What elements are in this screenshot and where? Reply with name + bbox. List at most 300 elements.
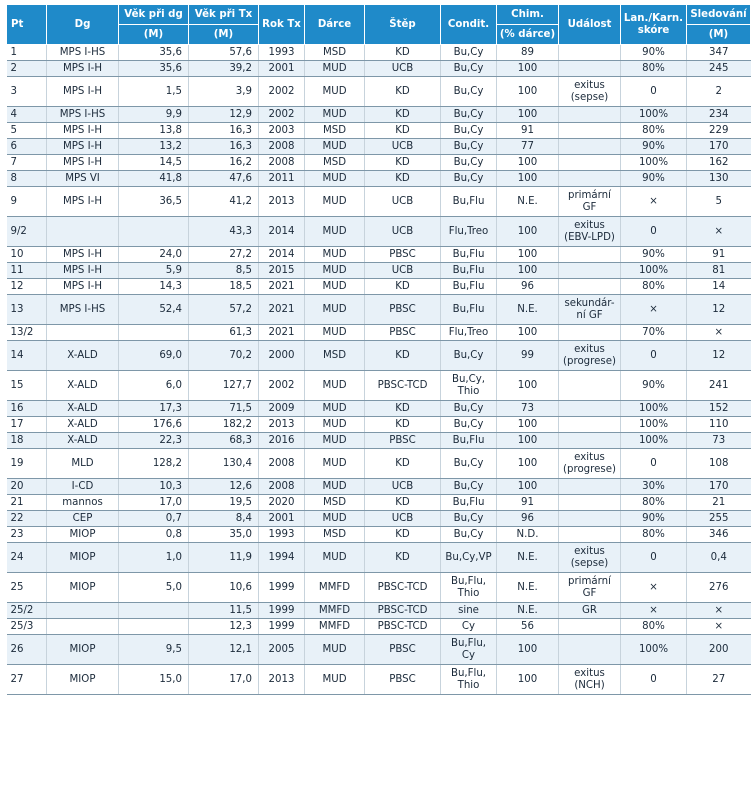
cell-score: 80%	[621, 61, 687, 77]
cell-dg: MPS I-H	[47, 139, 119, 155]
cell-graft: UCB	[365, 511, 441, 527]
cell-year: 2021	[259, 295, 305, 325]
cell-follow: 346	[687, 527, 751, 543]
cell-score: 100%	[621, 155, 687, 171]
cell-pt: 20	[7, 479, 47, 495]
cell-age-tx: 16,2	[189, 155, 259, 171]
cell-cond: Bu,Cy	[441, 61, 497, 77]
cell-year: 2008	[259, 449, 305, 479]
cell-dg: MPS I-H	[47, 155, 119, 171]
cell-chim: 100	[497, 61, 559, 77]
cell-cond: Flu,Treo	[441, 325, 497, 341]
cell-cond: Bu,Flu, Cy	[441, 635, 497, 665]
cell-score: 0	[621, 77, 687, 107]
cell-donor: MUD	[305, 417, 365, 433]
table-row	[7, 479, 751, 495]
cell-chim: 73	[497, 401, 559, 417]
cell-follow: ×	[687, 325, 751, 341]
cell-age-dg: 35,6	[119, 45, 189, 61]
cell-chim: N.E.	[497, 603, 559, 619]
cell-cond: Bu,Cy, Thio	[441, 371, 497, 401]
cell-year: 2005	[259, 635, 305, 665]
cell-chim: 100	[497, 171, 559, 187]
cell-age-tx: 11,9	[189, 543, 259, 573]
cell-graft: KD	[365, 279, 441, 295]
cell-age-dg: 35,6	[119, 61, 189, 77]
cell-follow: ×	[687, 217, 751, 247]
table-row	[7, 449, 751, 479]
cell-donor: MUD	[305, 479, 365, 495]
cell-dg: X-ALD	[47, 341, 119, 371]
cell-score: 100%	[621, 107, 687, 123]
table-header	[7, 5, 751, 45]
cell-age-tx: 35,0	[189, 527, 259, 543]
cell-cond: Bu,Cy	[441, 449, 497, 479]
cell-dg: MPS I-H	[47, 61, 119, 77]
cell-graft: PBSC	[365, 635, 441, 665]
cell-age-tx: 43,3	[189, 217, 259, 247]
cell-age-tx: 19,5	[189, 495, 259, 511]
cell-year: 1999	[259, 573, 305, 603]
cell-donor: MUD	[305, 263, 365, 279]
cell-score: 80%	[621, 619, 687, 635]
cell-age-dg: 1,0	[119, 543, 189, 573]
cell-age-tx: 12,6	[189, 479, 259, 495]
table-row	[7, 401, 751, 417]
cell-score: 90%	[621, 511, 687, 527]
cell-age-tx: 71,5	[189, 401, 259, 417]
cell-age-dg: 36,5	[119, 187, 189, 217]
cell-age-tx: 61,3	[189, 325, 259, 341]
header-age-dg: Věk při dg	[119, 5, 189, 25]
cell-donor: MUD	[305, 61, 365, 77]
cell-age-dg: 1,5	[119, 77, 189, 107]
cell-dg: mannos	[47, 495, 119, 511]
table-row	[7, 619, 751, 635]
cell-dg	[47, 325, 119, 341]
cell-year: 2009	[259, 401, 305, 417]
cell-follow: 152	[687, 401, 751, 417]
cell-dg: MPS I-HS	[47, 45, 119, 61]
cell-event: GR	[559, 603, 621, 619]
cell-graft: PBSC	[365, 325, 441, 341]
cell-pt: 17	[7, 417, 47, 433]
cell-age-tx: 8,4	[189, 511, 259, 527]
cell-follow: 255	[687, 511, 751, 527]
header-donor: Dárce	[305, 5, 365, 45]
cell-year: 2021	[259, 279, 305, 295]
cell-event: exitus (progrese)	[559, 449, 621, 479]
cell-graft: PBSC	[365, 247, 441, 263]
table-row	[7, 263, 751, 279]
cell-score: 90%	[621, 247, 687, 263]
cell-age-tx: 39,2	[189, 61, 259, 77]
cell-chim: 100	[497, 107, 559, 123]
cell-event: primární GF	[559, 187, 621, 217]
cell-age-dg: 17,0	[119, 495, 189, 511]
cell-age-dg: 14,5	[119, 155, 189, 171]
cell-pt: 11	[7, 263, 47, 279]
cell-dg: MIOP	[47, 665, 119, 695]
cell-score: 90%	[621, 45, 687, 61]
cell-age-dg: 5,0	[119, 573, 189, 603]
cell-cond: Bu,Cy	[441, 77, 497, 107]
cell-chim: 96	[497, 279, 559, 295]
cell-donor: MMFD	[305, 619, 365, 635]
cell-pt: 9	[7, 187, 47, 217]
cell-graft: KD	[365, 401, 441, 417]
cell-follow: 12	[687, 341, 751, 371]
cell-donor: MSD	[305, 155, 365, 171]
cell-pt: 25	[7, 573, 47, 603]
table-row	[7, 45, 751, 61]
table-row	[7, 187, 751, 217]
cell-age-tx: 47,6	[189, 171, 259, 187]
cell-age-dg: 24,0	[119, 247, 189, 263]
cell-age-dg	[119, 217, 189, 247]
cell-score: 100%	[621, 433, 687, 449]
cell-chim: N.D.	[497, 527, 559, 543]
cell-cond: Bu,Cy	[441, 527, 497, 543]
header-follow-up-unit: (M)	[687, 25, 751, 45]
cell-dg	[47, 603, 119, 619]
cell-score: 70%	[621, 325, 687, 341]
cell-pt: 4	[7, 107, 47, 123]
cell-score: 100%	[621, 263, 687, 279]
cell-age-dg	[119, 619, 189, 635]
header-chimerism: Chim.	[497, 5, 559, 25]
cell-cond: Bu,Flu	[441, 247, 497, 263]
table-row	[7, 511, 751, 527]
cell-chim: 100	[497, 217, 559, 247]
cell-follow: 347	[687, 45, 751, 61]
cell-graft: PBSC-TCD	[365, 619, 441, 635]
cell-pt: 13/2	[7, 325, 47, 341]
cell-cond: Bu,Flu, Thio	[441, 665, 497, 695]
cell-year: 1999	[259, 603, 305, 619]
cell-donor: MSD	[305, 123, 365, 139]
cell-year: 2014	[259, 247, 305, 263]
cell-dg: MIOP	[47, 543, 119, 573]
cell-event	[559, 45, 621, 61]
cell-donor: MSD	[305, 495, 365, 511]
cell-donor: MUD	[305, 635, 365, 665]
cell-follow: 12	[687, 295, 751, 325]
cell-pt: 18	[7, 433, 47, 449]
cell-event	[559, 279, 621, 295]
cell-graft: KD	[365, 543, 441, 573]
cell-dg: MIOP	[47, 527, 119, 543]
cell-event	[559, 325, 621, 341]
cell-year: 2001	[259, 61, 305, 77]
cell-cond: Bu,Cy	[441, 107, 497, 123]
cell-dg: MIOP	[47, 635, 119, 665]
cell-graft: KD	[365, 171, 441, 187]
cell-cond: Bu,Flu, Thio	[441, 573, 497, 603]
cell-age-dg: 13,2	[119, 139, 189, 155]
cell-chim: 91	[497, 495, 559, 511]
cell-graft: PBSC-TCD	[365, 573, 441, 603]
cell-score: 90%	[621, 139, 687, 155]
cell-pt: 9/2	[7, 217, 47, 247]
cell-event	[559, 61, 621, 77]
cell-event: exitus (EBV-LPD)	[559, 217, 621, 247]
cell-pt: 5	[7, 123, 47, 139]
cell-graft: KD	[365, 107, 441, 123]
cell-pt: 3	[7, 77, 47, 107]
cell-pt: 8	[7, 171, 47, 187]
cell-event	[559, 417, 621, 433]
cell-graft: UCB	[365, 187, 441, 217]
cell-graft: KD	[365, 77, 441, 107]
cell-year: 1993	[259, 527, 305, 543]
cell-year: 2014	[259, 217, 305, 247]
cell-year: 2021	[259, 325, 305, 341]
cell-graft: KD	[365, 155, 441, 171]
cell-chim: 100	[497, 665, 559, 695]
cell-event	[559, 635, 621, 665]
cell-year: 2000	[259, 341, 305, 371]
cell-graft: PBSC-TCD	[365, 371, 441, 401]
cell-pt: 24	[7, 543, 47, 573]
cell-year: 2008	[259, 155, 305, 171]
table-row	[7, 573, 751, 603]
cell-age-tx: 12,1	[189, 635, 259, 665]
cell-event: exitus (sepse)	[559, 77, 621, 107]
table-row	[7, 217, 751, 247]
cell-age-tx: 11,5	[189, 603, 259, 619]
cell-follow: ×	[687, 619, 751, 635]
cell-age-tx: 70,2	[189, 341, 259, 371]
cell-follow: 229	[687, 123, 751, 139]
cell-chim: 56	[497, 619, 559, 635]
cell-year: 2015	[259, 263, 305, 279]
cell-pt: 14	[7, 341, 47, 371]
cell-event	[559, 155, 621, 171]
cell-follow: 162	[687, 155, 751, 171]
cell-pt: 21	[7, 495, 47, 511]
table-row	[7, 61, 751, 77]
cell-cond: Bu,Cy	[441, 401, 497, 417]
cell-pt: 13	[7, 295, 47, 325]
cell-follow: 0,4	[687, 543, 751, 573]
cell-graft: PBSC	[365, 433, 441, 449]
cell-event	[559, 247, 621, 263]
cell-age-tx: 16,3	[189, 139, 259, 155]
cell-dg: I-CD	[47, 479, 119, 495]
cell-follow: 200	[687, 635, 751, 665]
cell-event	[559, 371, 621, 401]
cell-follow: ×	[687, 603, 751, 619]
cell-event	[559, 495, 621, 511]
cell-cond: Bu,Cy	[441, 171, 497, 187]
cell-event: primární GF	[559, 573, 621, 603]
cell-year: 2002	[259, 77, 305, 107]
cell-follow: 245	[687, 61, 751, 77]
cell-age-dg: 9,9	[119, 107, 189, 123]
cell-age-dg: 128,2	[119, 449, 189, 479]
cell-year: 2003	[259, 123, 305, 139]
cell-score: 0	[621, 217, 687, 247]
cell-follow: 234	[687, 107, 751, 123]
cell-follow: 27	[687, 665, 751, 695]
cell-chim: 91	[497, 123, 559, 139]
cell-graft: UCB	[365, 479, 441, 495]
cell-graft: UCB	[365, 139, 441, 155]
table-row	[7, 603, 751, 619]
cell-chim: 89	[497, 45, 559, 61]
cell-age-tx: 68,3	[189, 433, 259, 449]
cell-graft: KD	[365, 449, 441, 479]
cell-dg: CEP	[47, 511, 119, 527]
patient-table-container	[6, 4, 747, 695]
cell-dg: MPS I-H	[47, 123, 119, 139]
cell-donor: MUD	[305, 139, 365, 155]
cell-pt: 2	[7, 61, 47, 77]
cell-year: 1993	[259, 45, 305, 61]
cell-graft: KD	[365, 417, 441, 433]
cell-dg: X-ALD	[47, 417, 119, 433]
cell-donor: MSD	[305, 527, 365, 543]
cell-donor: MUD	[305, 217, 365, 247]
cell-event	[559, 171, 621, 187]
table-row	[7, 371, 751, 401]
header-event: Událost	[559, 5, 621, 45]
cell-age-tx: 27,2	[189, 247, 259, 263]
cell-age-tx: 127,7	[189, 371, 259, 401]
cell-age-tx: 57,2	[189, 295, 259, 325]
header-score: Lan./Karn. skóre	[621, 5, 687, 45]
cell-dg: MLD	[47, 449, 119, 479]
cell-cond: Bu,Cy	[441, 511, 497, 527]
cell-event	[559, 619, 621, 635]
table-row	[7, 107, 751, 123]
cell-event	[559, 139, 621, 155]
cell-age-tx: 12,3	[189, 619, 259, 635]
cell-cond: Bu,Cy	[441, 123, 497, 139]
cell-score: 0	[621, 449, 687, 479]
cell-cond: Bu,Cy	[441, 139, 497, 155]
cell-pt: 7	[7, 155, 47, 171]
cell-graft: KD	[365, 123, 441, 139]
cell-donor: MUD	[305, 511, 365, 527]
cell-donor: MSD	[305, 341, 365, 371]
cell-cond: Bu,Cy,VP	[441, 543, 497, 573]
cell-score: 80%	[621, 495, 687, 511]
cell-cond: Flu,Treo	[441, 217, 497, 247]
cell-event: exitus (NCH)	[559, 665, 621, 695]
table-row	[7, 417, 751, 433]
cell-event	[559, 433, 621, 449]
cell-chim: 100	[497, 155, 559, 171]
table-row	[7, 77, 751, 107]
cell-age-tx: 10,6	[189, 573, 259, 603]
cell-year: 2008	[259, 479, 305, 495]
cell-year: 2013	[259, 665, 305, 695]
cell-pt: 25/3	[7, 619, 47, 635]
cell-cond: Bu,Cy	[441, 341, 497, 371]
header-age-tx: Věk při Tx	[189, 5, 259, 25]
cell-pt: 22	[7, 511, 47, 527]
cell-donor: MUD	[305, 665, 365, 695]
cell-score: ×	[621, 295, 687, 325]
cell-age-dg: 14,3	[119, 279, 189, 295]
table-row	[7, 279, 751, 295]
cell-cond: Bu,Flu	[441, 263, 497, 279]
cell-age-tx: 17,0	[189, 665, 259, 695]
cell-score: 90%	[621, 371, 687, 401]
cell-chim: 100	[497, 77, 559, 107]
cell-age-dg: 15,0	[119, 665, 189, 695]
cell-event	[559, 263, 621, 279]
cell-score: 80%	[621, 123, 687, 139]
cell-age-dg: 0,8	[119, 527, 189, 543]
header-dg: Dg	[47, 5, 119, 45]
cell-donor: MUD	[305, 187, 365, 217]
cell-score: ×	[621, 573, 687, 603]
cell-year: 2013	[259, 187, 305, 217]
cell-dg: MPS I-HS	[47, 107, 119, 123]
table-row	[7, 433, 751, 449]
cell-dg: X-ALD	[47, 401, 119, 417]
header-follow-up: Sledování	[687, 5, 751, 25]
cell-chim: 99	[497, 341, 559, 371]
header-year: Rok Tx	[259, 5, 305, 45]
header-graft: Štěp	[365, 5, 441, 45]
cell-pt: 10	[7, 247, 47, 263]
cell-graft: PBSC	[365, 665, 441, 695]
cell-chim: 100	[497, 417, 559, 433]
cell-graft: KD	[365, 341, 441, 371]
header-pt: Pt	[7, 5, 47, 45]
cell-pt: 25/2	[7, 603, 47, 619]
cell-pt: 15	[7, 371, 47, 401]
cell-chim: 77	[497, 139, 559, 155]
cell-donor: MUD	[305, 107, 365, 123]
cell-follow: 108	[687, 449, 751, 479]
cell-dg	[47, 217, 119, 247]
cell-follow: 73	[687, 433, 751, 449]
table-row	[7, 635, 751, 665]
header-chimerism-unit: (% dárce)	[497, 25, 559, 45]
table-row	[7, 495, 751, 511]
patient-table	[6, 4, 751, 695]
cell-event	[559, 527, 621, 543]
header-conditioning: Condit.	[441, 5, 497, 45]
table-row	[7, 171, 751, 187]
cell-year: 2016	[259, 433, 305, 449]
cell-follow: 170	[687, 479, 751, 495]
table-row	[7, 295, 751, 325]
cell-dg: MPS I-H	[47, 263, 119, 279]
cell-score: ×	[621, 603, 687, 619]
cell-donor: MMFD	[305, 603, 365, 619]
cell-year: 1994	[259, 543, 305, 573]
table-body	[7, 45, 751, 695]
cell-score: 0	[621, 543, 687, 573]
cell-donor: MUD	[305, 371, 365, 401]
cell-follow: 110	[687, 417, 751, 433]
table-row	[7, 341, 751, 371]
cell-age-dg: 41,8	[119, 171, 189, 187]
cell-age-tx: 182,2	[189, 417, 259, 433]
cell-donor: MMFD	[305, 573, 365, 603]
cell-age-dg: 17,3	[119, 401, 189, 417]
cell-graft: PBSC-TCD	[365, 603, 441, 619]
cell-follow: 2	[687, 77, 751, 107]
table-row	[7, 139, 751, 155]
cell-cond: Bu,Flu	[441, 295, 497, 325]
